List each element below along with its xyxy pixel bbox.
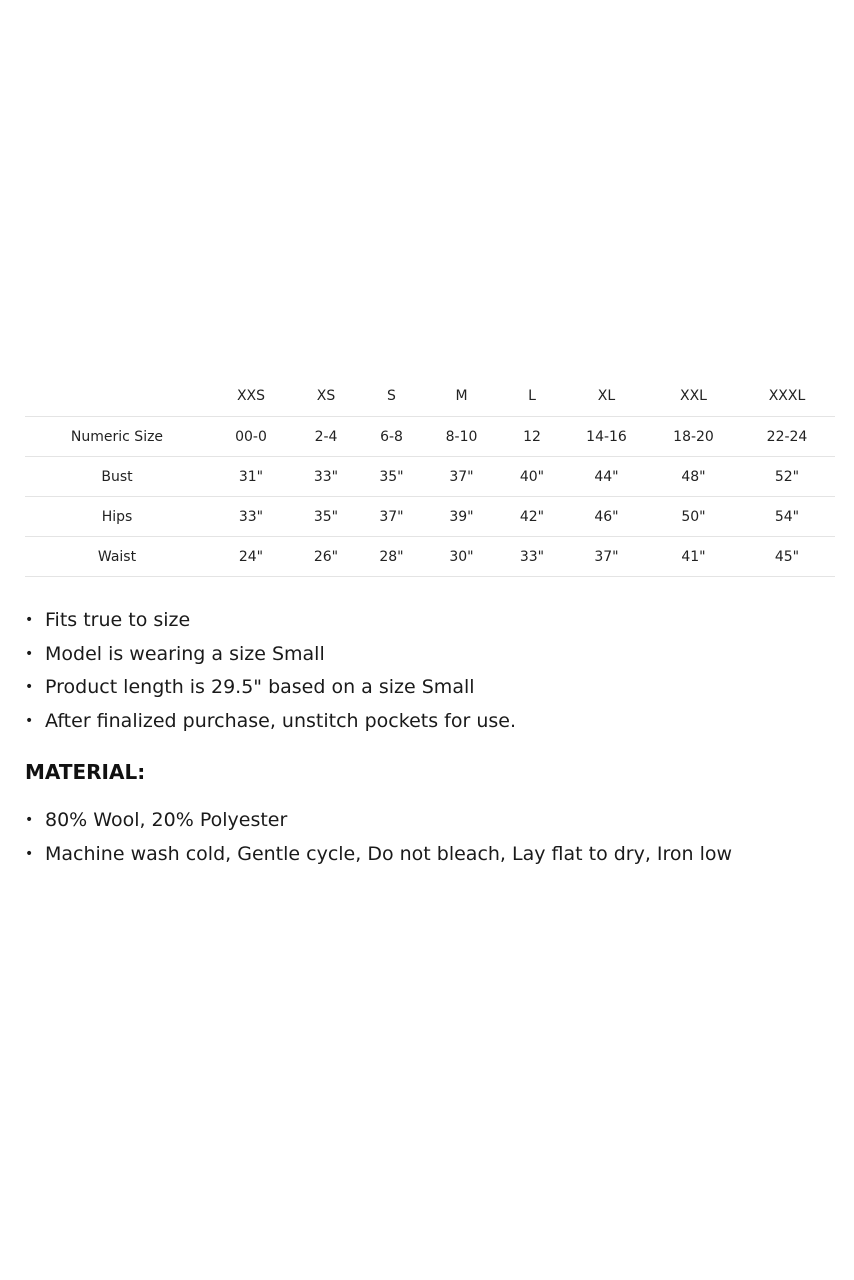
size-chart-header-cell: XS [293,376,359,417]
row-label: Waist [25,537,209,577]
table-cell: 00-0 [209,417,293,457]
table-cell: 40" [499,457,565,497]
table-cell: 2-4 [293,417,359,457]
list-item-text: Fits true to size [45,609,191,631]
table-row [25,497,835,537]
table-cell: 6-8 [359,417,424,457]
size-chart-header-cell: XL [565,376,648,417]
table-cell: 44" [565,457,648,497]
list-item [25,838,835,872]
bullet-icon: • [25,612,34,628]
list-item-text: 80% Wool, 20% Polyester [45,809,288,831]
material-list [25,804,835,871]
size-chart-header-cell: XXS [209,376,293,417]
list-item [25,638,835,672]
table-cell: 22-24 [739,417,835,457]
table-cell: 12 [499,417,565,457]
product-description [25,376,835,871]
row-label: Numeric Size [25,417,209,457]
table-cell: 41" [648,537,739,577]
table-row [25,417,835,457]
table-cell: 8-10 [424,417,499,457]
list-item [25,705,835,739]
table-cell: 50" [648,497,739,537]
size-chart-header-cell: M [424,376,499,417]
table-cell: 54" [739,497,835,537]
size-chart-header-cell: S [359,376,424,417]
bullet-icon: • [25,812,34,828]
size-chart-header-cell: XXL [648,376,739,417]
table-cell: 48" [648,457,739,497]
table-cell: 37" [424,457,499,497]
table-cell: 24" [209,537,293,577]
table-cell: 26" [293,537,359,577]
list-item [25,604,835,638]
table-cell: 35" [293,497,359,537]
table-cell: 30" [424,537,499,577]
table-cell: 33" [293,457,359,497]
material-heading: MATERIAL: [25,760,146,784]
table-row [25,457,835,497]
row-label: Bust [25,457,209,497]
table-cell: 42" [499,497,565,537]
size-chart-table [25,376,835,577]
table-cell: 28" [359,537,424,577]
bullet-icon: • [25,712,34,729]
row-label: Hips [25,497,209,537]
table-row [25,537,835,577]
list-item-text: Machine wash cold, Gentle cycle, Do not bleach, Lay flat to dry, Iron low [45,842,733,865]
list-item-text: After finalized purchase, unstitch pockets for use. [45,709,516,732]
list-item-text: Model is wearing a size Small [45,642,325,665]
product-details-list [25,604,835,738]
table-cell: 31" [209,457,293,497]
size-chart-header-cell: L [499,376,565,417]
table-cell: 33" [209,497,293,537]
table-cell: 46" [565,497,648,537]
bullet-icon: • [25,645,34,662]
bullet-icon: • [25,679,34,695]
list-item-text: Product length is 29.5" based on a size Small [45,676,475,698]
list-item [25,671,835,705]
table-cell: 52" [739,457,835,497]
table-cell: 39" [424,497,499,537]
list-item [25,804,835,838]
table-cell: 35" [359,457,424,497]
table-cell: 18-20 [648,417,739,457]
size-chart-header-row [25,376,835,417]
table-cell: 45" [739,537,835,577]
table-cell: 14-16 [565,417,648,457]
table-cell: 37" [359,497,424,537]
size-chart-header-cell: XXXL [739,376,835,417]
bullet-icon: • [25,845,34,862]
size-chart-header-cell [25,376,209,417]
table-cell: 33" [499,537,565,577]
table-cell: 37" [565,537,648,577]
